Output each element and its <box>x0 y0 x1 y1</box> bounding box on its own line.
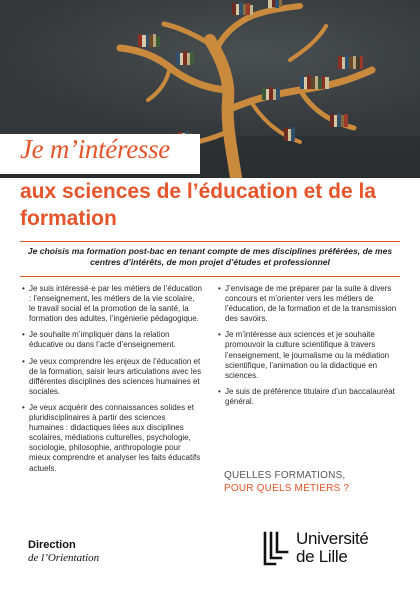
page-title: Je m’intéresse <box>20 134 170 164</box>
list-item: • J’envisage de me préparer par la suite à divers concours et m’orienter vers les métiers de l’éducation, de la formation et de la transmission des savoirs. <box>218 284 397 324</box>
list-item: • Je m’intéresse aux sciences et je souhaite promouvoir la culture scientifique à travers l’enseignement, le journalisme ou la médiation scientifique, l’animation ou la didactique en sciences. <box>218 330 390 380</box>
direction-label: Direction <box>28 539 76 551</box>
logo-text-line-2: de Lille <box>296 547 348 566</box>
orientation-label: de l’Orientation <box>28 552 100 564</box>
list-item: • Je souhaite m’impliquer dans la relation éducative ou dans l’acte d’enseignement. <box>22 330 176 350</box>
bullet-icon: • <box>22 284 25 293</box>
intro-text: Je choisis ma formation post-bac en tenant compte de mes disciplines préférées, de mes centres d’intérêts, de mon projet d’études et professionnel <box>27 246 393 267</box>
bullet-icon: • <box>218 386 221 396</box>
list-item: • Je suis intéressé·e par les métiers de l’éducation : l’enseignement, les métiers de la vie scolaire, le travail social et la promotion de la santé, la formation des adultes, l’ingénierie pédagogique. <box>22 284 202 324</box>
bullet-icon: • <box>22 402 25 412</box>
page-subtitle: aux sciences de l’éducation et de la formation <box>20 180 376 230</box>
left-column <box>22 284 202 480</box>
bullet-icon: • <box>22 330 25 340</box>
bullet-icon: • <box>218 284 221 293</box>
list-item: • Je veux comprendre les enjeux de l’éducation et de la formation, saisir leurs articulations avec les différentes disciplines des sciences humaines et sociales. <box>22 356 202 396</box>
universite-de-lille-logo <box>262 529 392 569</box>
question-line-1: QUELLES FORMATIONS, <box>224 470 346 481</box>
intro-divider-top <box>20 241 400 242</box>
bullet-icon: • <box>218 330 221 340</box>
logo-text-line-1: Université <box>296 529 369 548</box>
list-item: • Je veux acquérir des connaissances solides et pluridisciplinaires à partir des sciences humaines : didactiques liées aux disciplines scolaires, médiations culturelles, psychologie, sociologie, philosophie, anthropologie pour mieux comprendre et analyser les faits éducatifs actuels. <box>22 402 201 473</box>
intro-divider-bottom <box>20 276 400 277</box>
logo-mark-icon <box>262 531 292 567</box>
list-item: • Je suis de préférence titulaire d’un baccalauréat général. <box>218 386 395 406</box>
bullet-icon: • <box>22 356 25 366</box>
question-line-2: POUR QUELS MÉTIERS ? <box>224 483 350 494</box>
right-column <box>218 284 400 413</box>
